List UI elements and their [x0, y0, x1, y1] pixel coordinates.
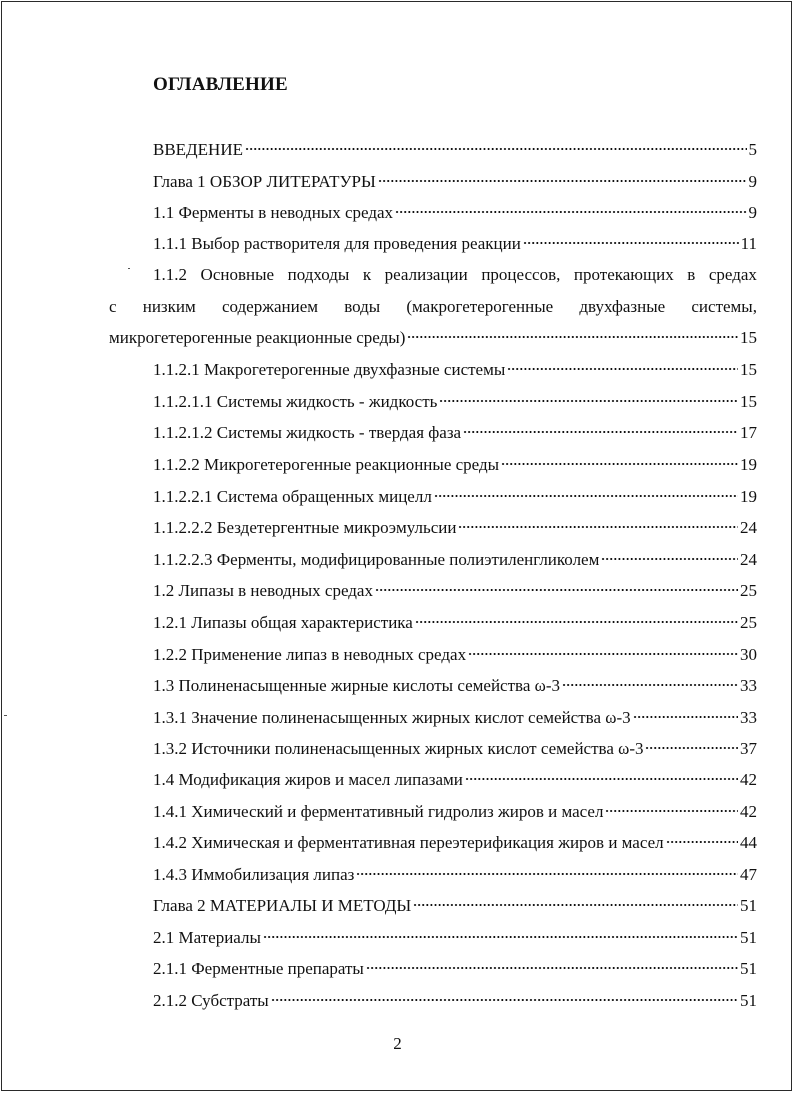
toc-entry-page: 42 [740, 770, 757, 789]
toc-entry[interactable] [153, 139, 757, 161]
toc-entry[interactable] [153, 359, 757, 381]
toc-entry-label: 1.2 Липазы в неводных средах [153, 581, 373, 600]
dot-leader [666, 840, 738, 844]
toc-entry-label: 1.4 Модификация жиров и масел липазами [153, 770, 463, 789]
toc-entry-label: 1.4.1 Химический и ферментативный гидролиз жиров и масел [153, 802, 604, 821]
dot-leader [501, 462, 738, 466]
toc-entry-label: 1.1.1 Выбор растворителя для проведения реакции [153, 234, 521, 253]
toc-entry-page: 24 [740, 518, 757, 537]
toc-entry-page: 19 [740, 487, 757, 506]
toc-entry-page: 15 [740, 360, 757, 379]
toc-entry-label: 1.1.2.2.3 Ферменты, модифицированные полиэтиленгликолем [153, 550, 600, 569]
word: низким [142, 297, 196, 316]
toc-entry[interactable] [153, 990, 757, 1012]
toc-entry[interactable] [153, 958, 757, 980]
toc-entry[interactable] [153, 202, 757, 224]
toc-entry-label: 2.1.2 Субстраты [153, 991, 269, 1010]
toc-entry-page: 30 [740, 645, 757, 664]
dot-leader [523, 241, 739, 245]
toc-entry[interactable] [153, 675, 757, 697]
toc-entry-wrapped-line[interactable] [153, 264, 757, 286]
toc-entry[interactable] [153, 171, 757, 193]
dot-leader [245, 147, 747, 151]
toc-entry-page: 51 [740, 928, 757, 947]
toc-entry-page: 24 [740, 550, 757, 569]
toc-entry-label: 1.1.2.2 Микрогетерогенные реакционные среды [153, 455, 500, 474]
toc-entry-label: микрогетерогенные реакционные среды) [109, 328, 406, 347]
toc-entry-label: 1.3.1 Значение полиненасыщенных жирных кислот семейства ω-3 [153, 708, 631, 727]
toc-entry-page: 44 [740, 833, 757, 852]
toc-entry[interactable] [153, 707, 757, 729]
toc-entry-page: 33 [740, 676, 757, 695]
dot-leader [415, 620, 738, 624]
toc-entry-page: 37 [740, 739, 757, 758]
word: к [362, 265, 372, 284]
toc-entry-label: Глава 2 МАТЕРИАЛЫ И МЕТОДЫ [153, 896, 412, 915]
toc-entry-page: 5 [748, 140, 757, 159]
word: подходы [287, 265, 350, 284]
dot-leader [366, 966, 738, 970]
toc-entry-page: 15 [740, 328, 757, 347]
toc-entry-label: 1.2.2 Применение липаз в неводных средах [153, 645, 467, 664]
page-title: ОГЛАВЛЕНИЕ [153, 74, 288, 95]
toc-entry-label: 1.1.2.1.1 Системы жидкость - жидкость [153, 392, 438, 411]
toc-entry-label: Глава 1 ОБЗОР ЛИТЕРАТУРЫ [153, 172, 376, 191]
dot-leader [458, 525, 738, 529]
toc-entry[interactable] [153, 454, 757, 476]
scan-mark [4, 715, 7, 716]
dot-leader [605, 809, 738, 813]
word: (макрогетерогенные [406, 297, 554, 316]
dot-leader [601, 557, 738, 561]
toc-entry[interactable] [153, 422, 757, 444]
word: воды [344, 297, 381, 316]
word: 1.1.2 [153, 265, 187, 284]
dot-leader [263, 935, 738, 939]
toc-entry[interactable] [153, 644, 757, 666]
toc-entry-page: 15 [740, 392, 757, 411]
toc-entry[interactable] [153, 391, 757, 413]
dot-leader [375, 588, 738, 592]
dot-leader [562, 683, 738, 687]
word: реализации [384, 265, 468, 284]
toc-entry[interactable] [153, 580, 757, 602]
toc-entry[interactable] [153, 895, 757, 917]
toc-entry[interactable] [153, 832, 757, 854]
toc-entry-label: ВВЕДЕНИЕ [153, 140, 243, 159]
word: содержанием [221, 297, 318, 316]
toc-entry-page: 19 [740, 455, 757, 474]
word: в [687, 265, 696, 284]
dot-leader [378, 179, 747, 183]
toc-entry-page: 33 [740, 708, 757, 727]
toc-entry-label: 1.3.2 Источники полиненасыщенных жирных кислот семейства ω-3 [153, 739, 644, 758]
toc-entry-label: 1.1.2.1 Макрогетерогенные двухфазные системы [153, 360, 506, 379]
toc-entry[interactable] [153, 801, 757, 823]
toc-entry-page: 9 [748, 203, 757, 222]
dot-leader [507, 367, 738, 371]
toc-entry-page: 51 [740, 896, 757, 915]
dot-leader [645, 746, 738, 750]
dot-leader [439, 399, 738, 403]
toc-entry-page: 47 [740, 865, 757, 884]
toc-entry[interactable] [153, 517, 757, 539]
word: с [109, 297, 117, 316]
word: процессов, [481, 265, 561, 284]
toc-entry-label: 1.4.2 Химическая и ферментативная переэтерификация жиров и масел [153, 833, 664, 852]
toc-entry[interactable] [153, 927, 757, 949]
word: двухфазные [579, 297, 666, 316]
toc-entry[interactable] [153, 486, 757, 508]
dot-leader [468, 652, 738, 656]
toc-entry-label: 2.1 Материалы [153, 928, 261, 947]
toc-entry[interactable] [153, 233, 757, 255]
toc-entry-wrapped-line[interactable] [109, 296, 757, 318]
toc-entry[interactable] [153, 769, 757, 791]
toc-entry-label: 1.4.3 Иммобилизация липаз [153, 865, 355, 884]
toc-entry-page: 9 [748, 172, 757, 191]
toc-entry-label: 1.1 Ферменты в неводных средах [153, 203, 394, 222]
toc-entry-label: 1.1.2.1.2 Системы жидкость - твердая фаза [153, 423, 462, 442]
toc-entry-page: 17 [740, 423, 757, 442]
toc-entry[interactable] [153, 864, 757, 886]
toc-entry[interactable] [109, 327, 757, 349]
dot-leader [407, 335, 738, 339]
dot-leader [434, 494, 738, 498]
word: протекающих [573, 265, 674, 284]
dot-leader [271, 998, 738, 1002]
dot-leader [633, 715, 738, 719]
dot-leader [463, 430, 738, 434]
scan-mark [128, 268, 130, 269]
word: средах [708, 265, 757, 284]
toc-entry-page: 11 [740, 234, 757, 253]
word: системы, [691, 297, 757, 316]
toc-entry-page: 51 [740, 991, 757, 1010]
toc-entry-label: 1.2.1 Липазы общая характеристика [153, 613, 413, 632]
toc-entry[interactable] [153, 612, 757, 634]
dot-leader [395, 210, 746, 214]
page-number: 2 [393, 1034, 402, 1053]
toc-entry-label: 2.1.1 Ферментные препараты [153, 959, 364, 978]
word: Основные [200, 265, 275, 284]
dot-leader [465, 777, 738, 781]
toc-entry-page: 25 [740, 581, 757, 600]
toc-entry[interactable] [153, 549, 757, 571]
toc-entry-label: 1.1.2.2.1 Система обращенных мицелл [153, 487, 432, 506]
toc-entry-page: 25 [740, 613, 757, 632]
toc-entry-page: 51 [740, 959, 757, 978]
dot-leader [356, 872, 738, 876]
toc-entry[interactable] [153, 738, 757, 760]
toc-entry-label: 1.3 Полиненасыщенные жирные кислоты семейства ω-3 [153, 676, 560, 695]
toc-entry-page: 42 [740, 802, 757, 821]
dot-leader [413, 903, 738, 907]
toc-entry-label: 1.1.2.2.2 Бездетергентные микроэмульсии [153, 518, 457, 537]
